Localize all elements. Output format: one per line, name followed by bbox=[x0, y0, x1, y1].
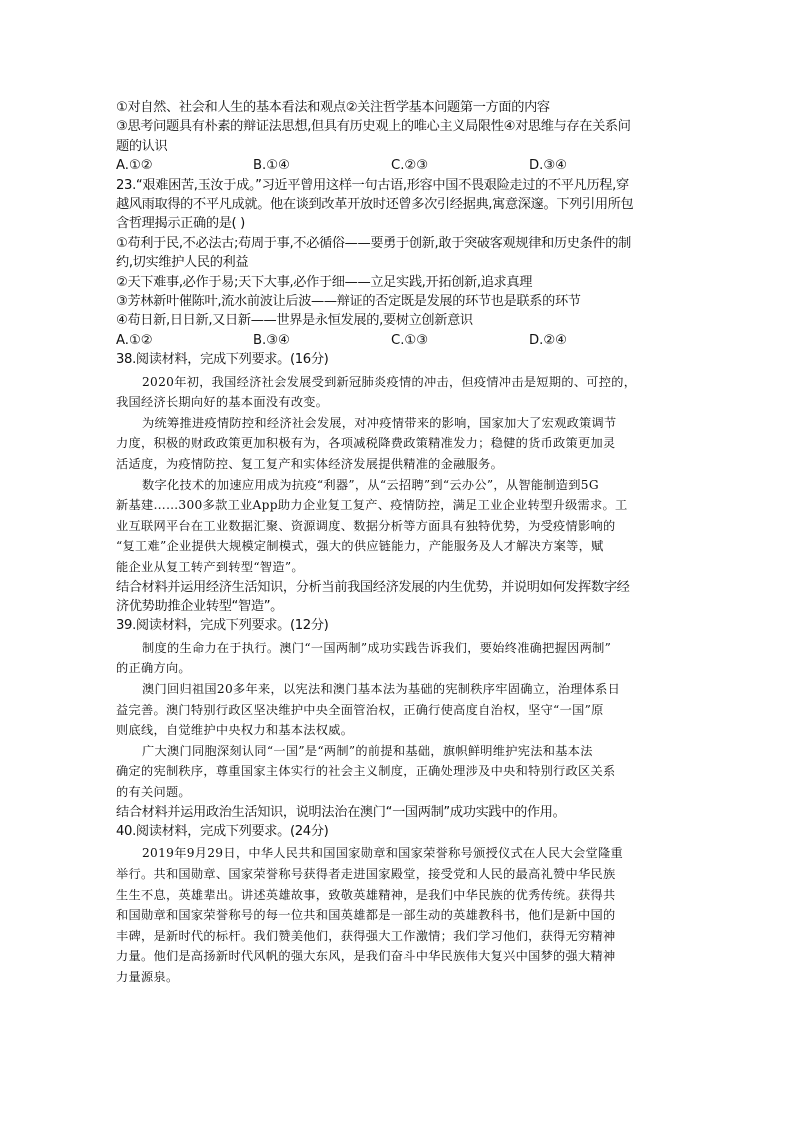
q38-material-p1: 2020年初，我国经济社会发展受到新冠肺炎疫情的冲击，但疫情冲击是短期的、可控的， bbox=[142, 374, 637, 389]
q23-item-3: ③芳林新叶催陈叶,流水前波让后波——辩证的否定既是发展的环节也是联系的环节 bbox=[116, 294, 581, 310]
question-23 bbox=[116, 176, 686, 351]
q22-choice-line-2: ③思考问题具有朴素的辩证法思想,但具有历史观上的唯心主义局限性④对思维与存在关系问 bbox=[116, 119, 631, 135]
q39-material-p2: 澳门回归祖国20多年来，以宪法和澳门基本法为基础的宪制秩序牢固确立，治理体系日 bbox=[142, 682, 621, 697]
q38-material-p2-cont-2: 活适度，为疫情防控、复工复产和实体经济发展提供精准的金融服务。 bbox=[116, 457, 504, 472]
q23-item-4: ④苟日新,日日新,又日新——世界是永恒发展的,要树立创新意识 bbox=[116, 313, 473, 329]
q40-heading: 40.阅读材料，完成下列要求。(24分) bbox=[116, 824, 329, 839]
q40-material-p1-cont-5: 力量。他们是高扬新时代风帆的强大东风，是我们奋斗中华民族伟大复兴中国梦的强大精神 bbox=[116, 949, 616, 964]
q23-stem-line-3: 含哲理揭示正确的是( ) bbox=[116, 216, 245, 232]
q40-material-p1-cont-1: 举行。共和国勋章、国家荣誉称号获得者走进国家殿堂，接受党和人民的最高礼赞中华民族 bbox=[116, 867, 616, 881]
question-39 bbox=[116, 616, 686, 822]
q38-material-p1-cont: 我国经济长期向好的基本面没有改变。 bbox=[116, 395, 329, 410]
question-22-tail bbox=[116, 98, 686, 176]
q22-options bbox=[116, 156, 686, 175]
q40-material-p1-cont-2: 生生不息，英雄辈出。讲述英雄故事，致敬英雄精神，是我们中华民族的优秀传统。获得共 bbox=[116, 887, 616, 902]
question-40 bbox=[116, 822, 686, 988]
q39-material-p2-cont-2: 则底线，自觉维护中央权力和基本法权威。 bbox=[116, 723, 354, 738]
q38-material-p3-cont-2: 业互联网平台在工业数据汇聚、资源调度、数据分析等方面具有独特优势，为受疫情影响的 bbox=[116, 518, 616, 533]
q23-option-c: C.①③ bbox=[391, 332, 429, 348]
q38-requirement: 结合材料并运用经济生活知识，分析当前我国经济发展的内生优势，并说明如何发挥数字经 bbox=[116, 579, 630, 595]
q38-material-p3: 数字化技术的加速应用成为抗疫“利器”，从“云招聘”到“云办公”，从智能制造到5G bbox=[142, 477, 599, 492]
q23-item-1: ①苟利于民,不必法古;苟周于事,不必循俗——要勇于创新,敢于突破客观规律和历史条件的制 bbox=[116, 235, 631, 251]
exam-page bbox=[116, 98, 686, 988]
q22-option-d: D.③④ bbox=[529, 158, 567, 174]
q39-material-p2-cont-1: 益完善。澳门特别行政区坚决维护中央全面管治权，正确行使高度自治权，坚守“一国”原 bbox=[116, 702, 604, 717]
q22-option-a: A.①② bbox=[116, 158, 153, 174]
q38-material-p2-cont-1: 力度，积极的财政政策更加积极有为，各项减税降费政策精准发力；稳健的货币政策更加灵 bbox=[116, 436, 616, 451]
q22-option-b: B.①④ bbox=[253, 158, 290, 174]
q23-option-d: D.②④ bbox=[529, 332, 567, 348]
q23-stem-line-1: 23.“艰难困苦,玉汝于成。”习近平曾用这样一句古语,形容中国不畏艰险走过的不平凡历程,穿 bbox=[116, 177, 629, 193]
q38-heading: 38.阅读材料，完成下列要求。(16分) bbox=[116, 352, 329, 368]
q40-material-p1-cont-6: 力量源泉。 bbox=[116, 969, 179, 984]
q23-item-2: ②天下难事,必作于易;天下大事,必作于细——立足实践,开拓创新,追求真理 bbox=[116, 274, 533, 290]
q23-option-b: B.③④ bbox=[253, 332, 290, 348]
q38-material-p3-cont-3: “复工难”企业提供大规模定制模式，强大的供应链能力，产能服务及人才解决方案等，赋 bbox=[116, 539, 604, 554]
q39-material-p3-cont-1: 确定的宪制秩序，尊重国家主体实行的社会主义制度，正确处理涉及中央和特别行政区关系 bbox=[116, 764, 616, 779]
q23-item-1-cont: 约,切实维护人民的利益 bbox=[116, 255, 249, 271]
q40-material-p1-cont-3: 和国勋章和国家荣誉称号的每一位共和国英雄都是一部生动的英雄教科书，他们是新中国的 bbox=[116, 908, 616, 923]
q40-material-p1-cont-4: 丰碑，是新时代的标杆。我们赞美他们，获得强大工作激情；我们学习他们，获得无穷精神 bbox=[116, 928, 616, 943]
q39-material-p3-cont-2: 的有关问题。 bbox=[116, 785, 191, 799]
q38-requirement-cont: 济优势助推企业转型“智造”。 bbox=[116, 599, 284, 615]
q23-option-a: A.①② bbox=[116, 332, 153, 348]
q38-material-p3-cont-1: 新基建……300多款工业App助力企业复工复产、疫情防控，满足工业企业转型升级需求。工 bbox=[116, 498, 628, 513]
q39-requirement: 结合材料并运用政治生活知识，说明法治在澳门“一国两制”成功实践中的作用。 bbox=[116, 804, 566, 820]
q38-material-p3-cont-4: 能企业从复工转产到转型“智造”。 bbox=[116, 560, 304, 575]
q38-material-p2: 为统筹推进疫情防控和经济社会发展，对冲疫情带来的影响，国家加大了宏观政策调节 bbox=[142, 415, 617, 430]
q23-options bbox=[116, 331, 686, 350]
q40-material-p1: 2019年9月29日，中华人民共和国国家勋章和国家荣誉称号颁授仪式在人民大会堂隆重 bbox=[142, 846, 623, 861]
q22-option-c: C.②③ bbox=[391, 158, 429, 174]
q39-material-p1-cont: 的正确方向。 bbox=[116, 661, 191, 676]
q39-material-p1: 制度的生命力在于执行。澳门“一国两制”成功实践告诉我们，要始终准确把握因两制” bbox=[142, 640, 612, 655]
q39-material-p3: 广大澳门同胞深刻认同“一国”是“两制”的前提和基础，旗帜鲜明维护宪法和基本法 bbox=[142, 743, 593, 758]
q22-choice-line-1: ①对自然、社会和人生的基本看法和观点②关注哲学基本问题第一方面的内容 bbox=[116, 100, 550, 115]
q23-stem-line-2: 越风雨取得的不平凡成就。他在谈到改革开放时还曾多次引经据典,寓意深邃。下列引用所包 bbox=[116, 197, 634, 213]
q22-choice-line-3: 题的认识 bbox=[116, 138, 168, 154]
question-38 bbox=[116, 350, 686, 616]
q39-heading: 39.阅读材料，完成下列要求。(12分) bbox=[116, 618, 329, 634]
